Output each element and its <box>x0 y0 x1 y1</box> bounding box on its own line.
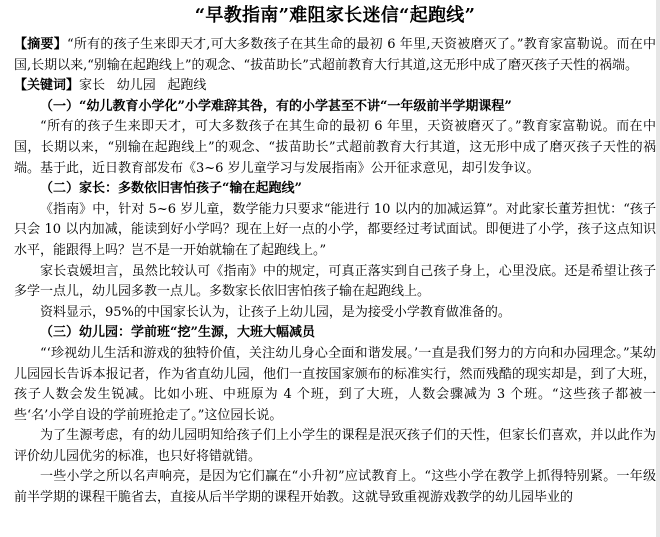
section-heading: （二）家长：多数依旧害怕孩子“输在起跑线” <box>40 181 302 197</box>
body-paragraph: “所有的孩子生来即天才，可大多数孩子在其生命的最初 6 年里，天资被磨灭了。”教育家富勒说。而在中国，长期以来，“别输在起跑线上”的观念、“拔苗助长”式超前教育大行其道，这无形中成了磨灭孩子天性的祸端。基于此，近日教育部发布《3~6 岁儿童学习与发展指南》公开征求意见，却引发争议。 <box>14 119 656 176</box>
body-paragraph: 一些小学之所以名声响亮，是因为它们赢在“小升初”应试教育上。“这些小学在教学上抓得特别紧。一年级前半学期的课程干脆省去，直接从后半学期的课程开始教。这就导致重视游戏教学的幼儿园毕业的 <box>14 469 656 506</box>
abstract-paragraph <box>14 35 656 76</box>
keyword-item: 家长 <box>79 78 106 94</box>
keywords-label: 【关键词】 <box>14 78 80 94</box>
keyword-item: 起跑线 <box>167 78 207 94</box>
section-heading: （三）幼儿园：学前班“挖”生源，大班大幅减员 <box>40 325 315 341</box>
keywords-line <box>14 76 656 97</box>
scrollbar[interactable] <box>656 0 660 537</box>
body-paragraph: 为了生源考虑，有的幼儿园明知给孩子们上小学生的课程是泯灭孩子们的天性，但家长们喜欢，并以此作为评价幼儿园优劣的标准，也只好将错就错。 <box>14 428 656 464</box>
document-page <box>14 0 656 509</box>
body-paragraph: 家长袁媛坦言，虽然比较认可《指南》中的规定，可真正落实到自己孩子身上，心里没底。还是希望让孩子多学一点儿，幼儿园多教一点儿。多数家长依旧害怕孩子输在起跑线上。 <box>14 263 656 300</box>
abstract-text: “所有的孩子生来即天才,可大多数孩子在其生命的最初 6 年里,天资被磨灭了。”教育家富勒说。而在中国,长期以来,“别输在起跑线上”的观念、“拔苗助长”式超前教育大行其道,这无形中成了磨灭孩子天性的祸端。 <box>14 37 656 73</box>
body-paragraph: 《指南》中，针对 5~6 岁儿童，数学能力只要求“能进行 10 以内的加减运算”。对此家长董芳担忧：“孩子只会 10 以内加减，能读到好小学吗？现在上好一点的小学，都要经过考试面试。即便进了小学，孩子这点知识水平，能跟得上吗？岂不是一开始就输在了起跑线上。” <box>14 201 656 258</box>
section-heading: （一）“幼儿教育小学化”小学难辞其咎，有的小学甚至不讲“一年级前半学期课程” <box>40 98 512 114</box>
body-paragraph: “‘珍视幼儿生活和游戏的独特价值，关注幼儿身心全面和谐发展。’一直是我们努力的方向和办园理念。”某幼儿园园长告诉本报记者，作为省直幼儿园，他们一直按国家颁布的标准实行，然而残酷的现实却是，到了大班，孩子人数会发生锐减。比如小班、中班原为 4 个班，到了大班，人数会骤减为 3 个班。“这些孩子都被一些‘名’小学自设的学前班抢走了。”这位园长说。 <box>14 345 656 423</box>
keyword-item: 幼儿园 <box>116 78 156 94</box>
abstract-label: 【摘要】 <box>14 37 67 52</box>
body-paragraph: 资料显示，95%的中国家长认为，让孩子上幼儿园，是为接受小学教育做准备的。 <box>40 304 511 320</box>
document-title: “早教指南”难阻家长迷信“起跑线” <box>194 5 476 26</box>
